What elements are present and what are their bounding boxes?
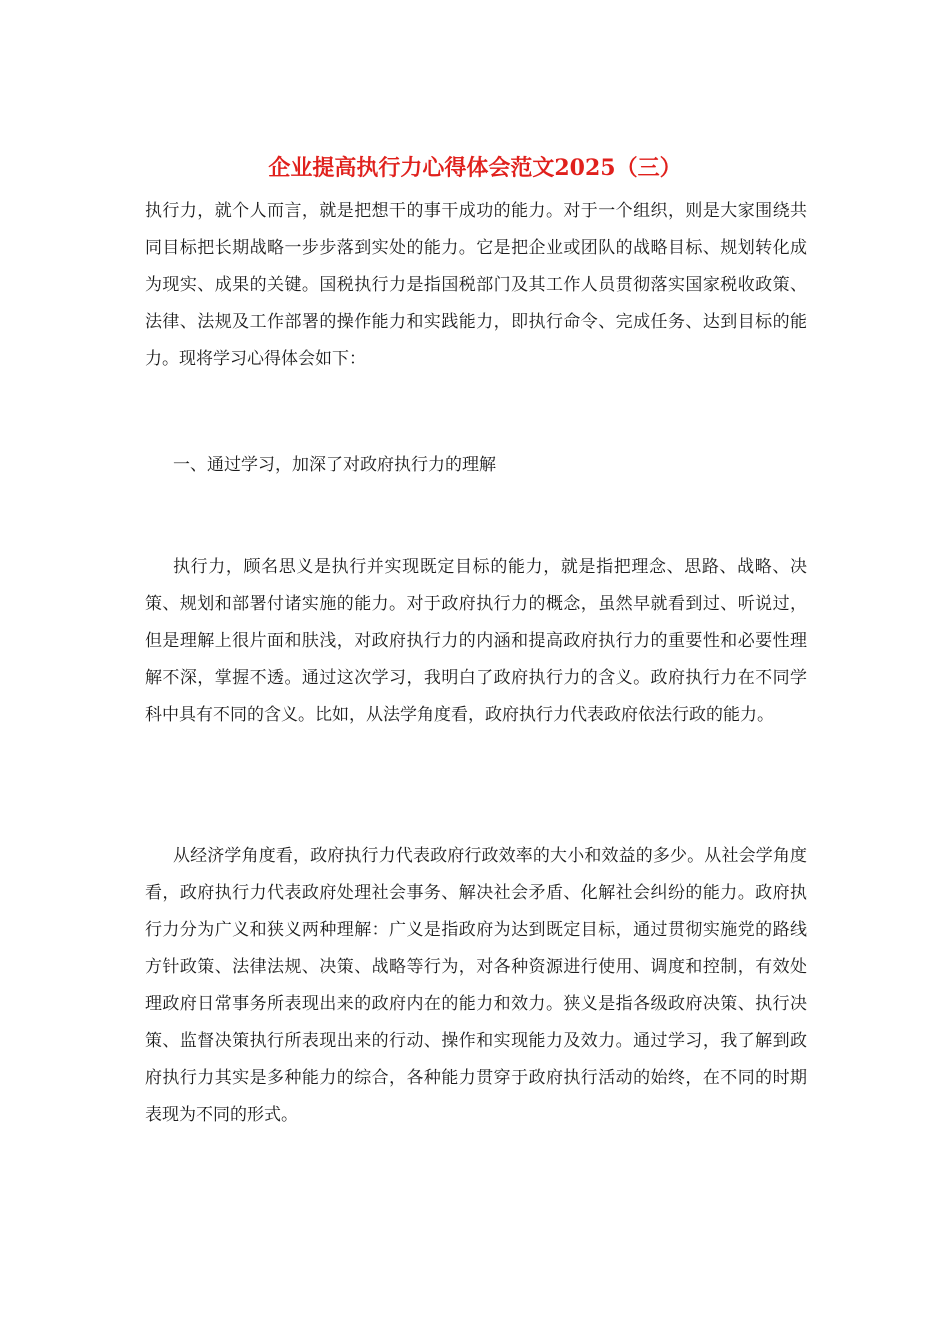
page-title: 企业提高执行力心得体会范文2025（三） (268, 155, 682, 181)
body-paragraph: 从经济学角度看，政府执行力代表政府行政效率的大小和效益的多少。从社会学角度看，政府执行力代表政府处理社会事务、解决社会矛盾、化解社会纠纷的能力。政府执行力分为广义和狭义两种理解：广义是指政府为达到既定目标，通过贯彻实施党的路线方针政策、法律法规、决策、战略等行为，对各种资源进行使用、调度和控制，有效处理政府日常事务所表现出来的政府内在的能力和效力。狭义是指各级政府决策、执行决策、监督决策执行所表现出来的行动、操作和实现能力及效力。通过学习，我了解到政府执行力其实是多种能力的综合，各种能力贯穿于政府执行活动的始终，在不同的时期表现为不同的形式。 (145, 846, 807, 1125)
body-paragraph: 执行力，顾名思义是执行并实现既定目标的能力，就是指把理念、思路、战略、决策、规划和部署付诸实施的能力。对于政府执行力的概念，虽然早就看到过、听说过，但是理解上很片面和肤浅，对政府执行力的内涵和提高政府执行力的重要性和必要性理解不深，掌握不透。通过这次学习，我明白了政府执行力的含义。政府执行力在不同学科中具有不同的含义。比如，从法学角度看，政府执行力代表政府依法行政的能力。 (145, 557, 807, 725)
intro-paragraph: 执行力，就个人而言，就是把想干的事干成功的能力。对于一个组织，则是大家围绕共同目标把长期战略一步步落到实处的能力。它是把企业或团队的战略目标、规划转化成为现实、成果的关键。国税执行力是指国税部门及其工作人员贯彻落实国家税收政策、法律、法规及工作部署的操作能力和实践能力，即执行命令、完成任务、达到目标的能力。现将学习心得体会如下： (145, 201, 807, 369)
section-heading: 一、通过学习，加深了对政府执行力的理解 (173, 455, 496, 475)
